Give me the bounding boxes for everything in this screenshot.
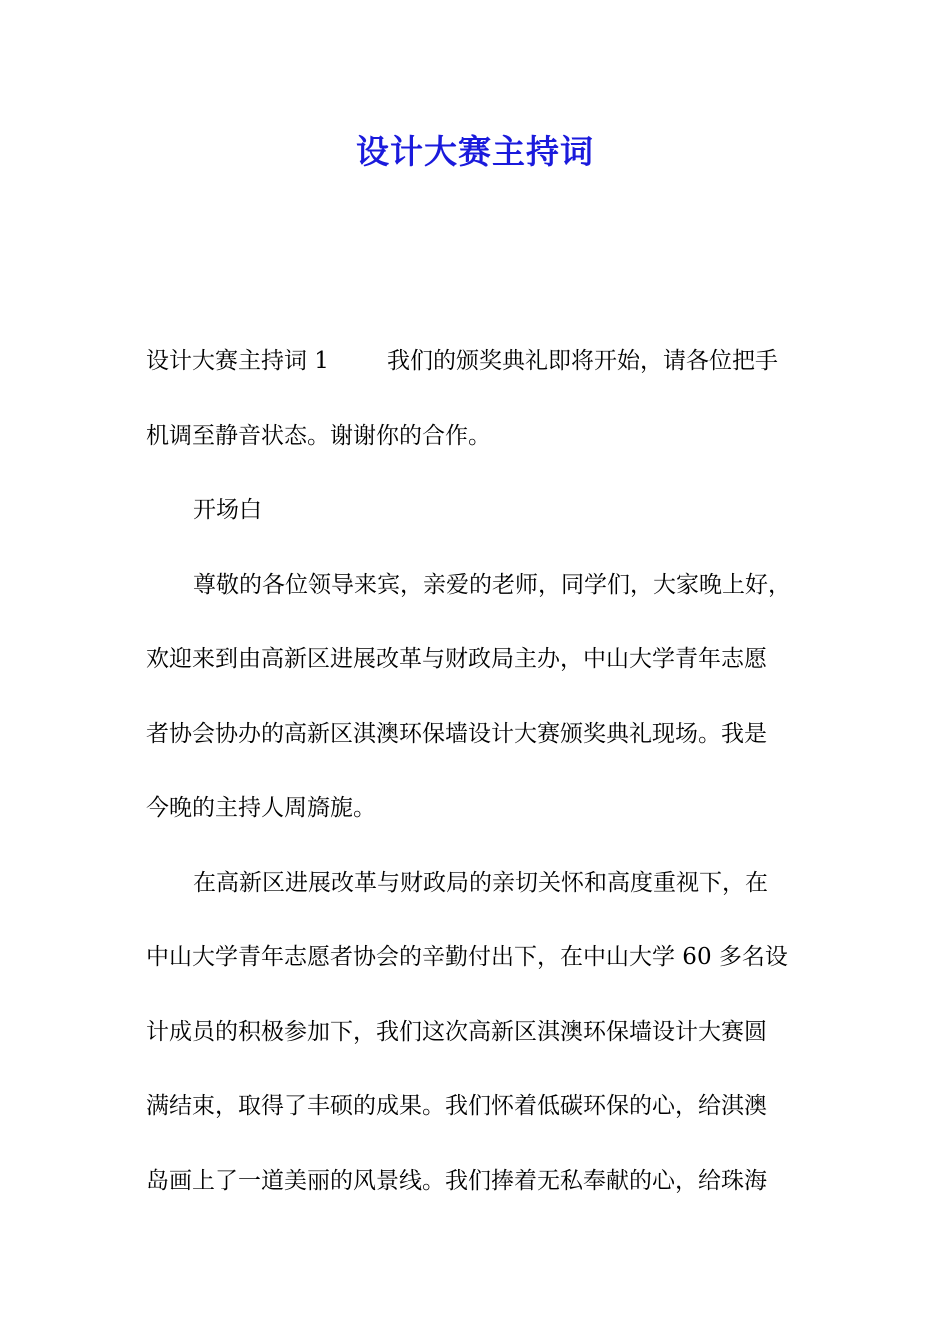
paragraph-line-5: 者协会协办的高新区淇澳环保墙设计大赛颁奖典礼现场。我是 bbox=[146, 721, 767, 747]
paragraph-line-11: 岛画上了一道美丽的风景线。我们捧着无私奉献的心，给珠海 bbox=[146, 1168, 767, 1194]
paragraph-line-3: 尊敬的各位领导来宾，亲爱的老师，同学们，大家晚上好， bbox=[193, 572, 791, 598]
paragraph-line-8: 中山大学青年志愿者协会的辛勤付出下，在中山大学 60 多名设 bbox=[146, 944, 788, 970]
paragraph-line-1 bbox=[146, 346, 836, 376]
paragraph-line-2: 机调至静音状态。谢谢你的合作。 bbox=[146, 423, 491, 449]
paragraph-text: 我们的颁奖典礼即将开始，请各位把手 bbox=[386, 348, 778, 374]
paragraph-line-4: 欢迎来到由高新区进展改革与财政局主办，中山大学青年志愿 bbox=[146, 646, 767, 672]
paragraph-line-9: 计成员的积极参加下，我们这次高新区淇澳环保墙设计大赛圆 bbox=[146, 1019, 767, 1045]
section-subheading: 开场白 bbox=[193, 497, 262, 523]
paragraph-line-10: 满结束，取得了丰硕的成果。我们怀着低碳环保的心，给淇澳 bbox=[146, 1093, 767, 1119]
paragraph-line-7: 在高新区进展改革与财政局的亲切关怀和高度重视下，在 bbox=[193, 870, 768, 896]
paragraph-line-6: 今晚的主持人周旖旎。 bbox=[146, 795, 376, 821]
document-title: 设计大赛主持词 bbox=[356, 132, 594, 171]
section-heading: 设计大赛主持词 1 bbox=[146, 348, 329, 374]
